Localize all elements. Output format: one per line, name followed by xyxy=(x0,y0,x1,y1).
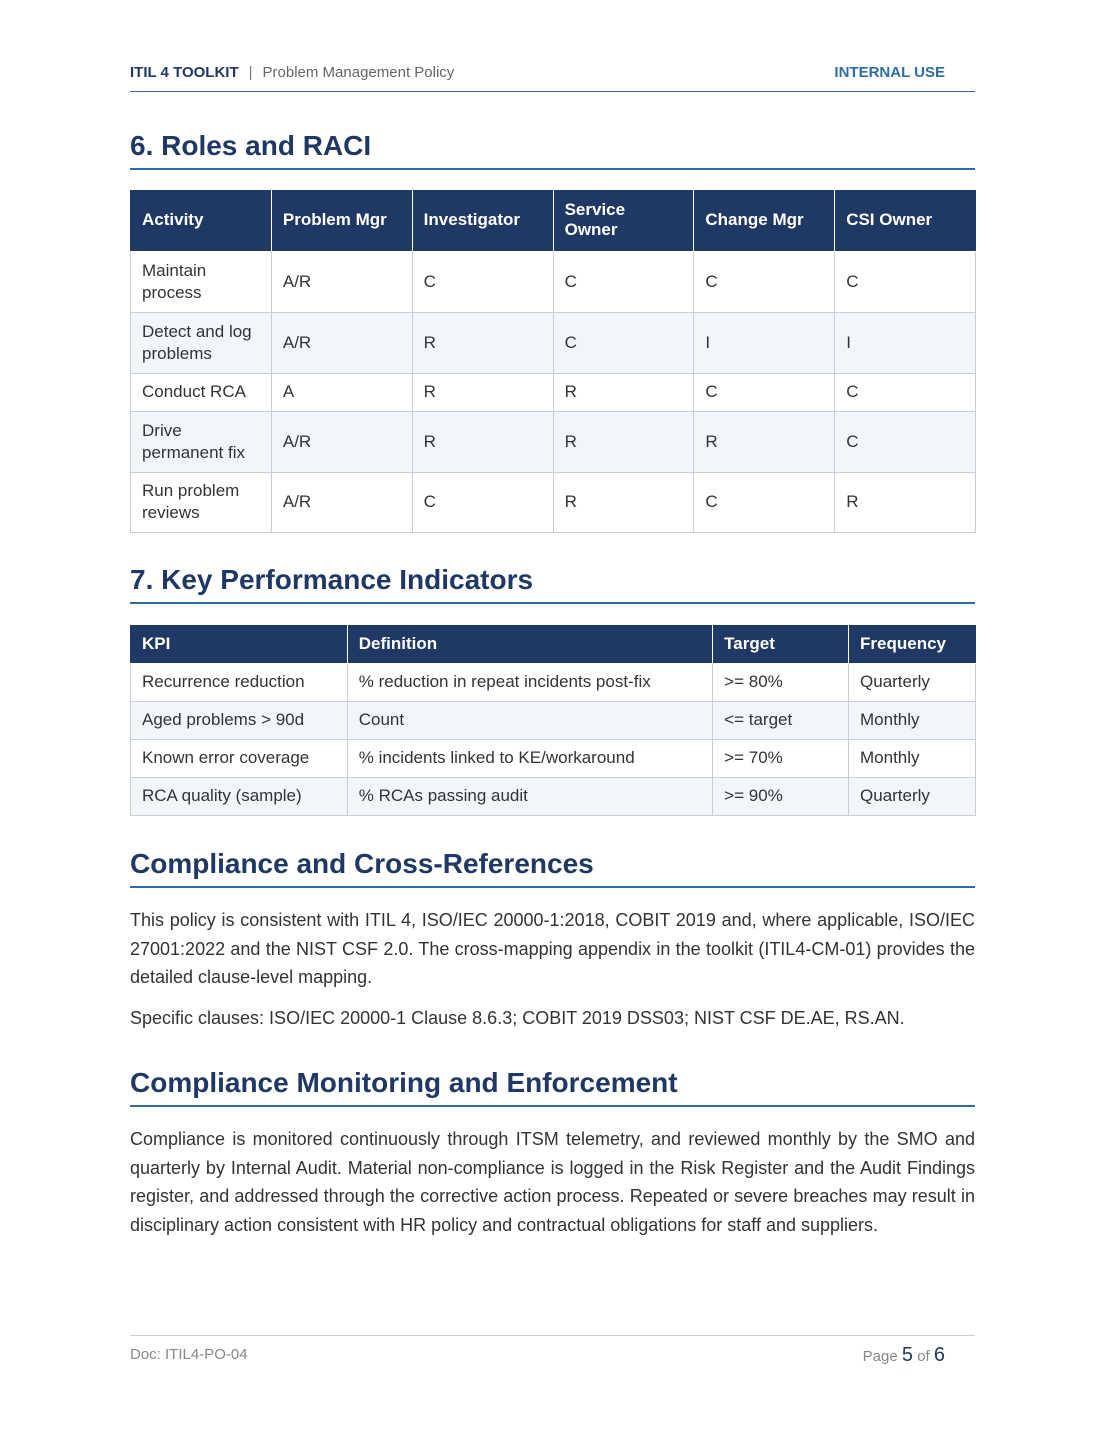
raci-col-header: Activity xyxy=(131,190,272,251)
page-header xyxy=(130,64,975,92)
kpi-cell: >= 80% xyxy=(713,663,849,701)
raci-heading: 6. Roles and RACI xyxy=(130,130,975,170)
raci-cell: R xyxy=(553,411,694,472)
kpi-cell: Count xyxy=(347,701,712,739)
kpi-table xyxy=(130,625,976,816)
compliance-clauses: Specific clauses: ISO/IEC 20000-1 Clause 8.6.3; COBIT 2019 DSS03; NIST CSF DE.AE, RS.AN. xyxy=(130,1008,905,1028)
raci-cell: A/R xyxy=(271,472,412,532)
of-word: of xyxy=(917,1348,930,1365)
raci-cell: Conduct RCA xyxy=(131,373,272,411)
raci-cell: R xyxy=(835,472,976,532)
raci-cell: R xyxy=(412,373,553,411)
kpi-col-header: Target xyxy=(713,625,849,663)
raci-cell: A/R xyxy=(271,251,412,312)
raci-col-header: Problem Mgr xyxy=(271,190,412,251)
raci-cell: R xyxy=(412,411,553,472)
page-number xyxy=(863,1344,945,1367)
footer-doc-id: Doc: ITIL4-PO-04 xyxy=(130,1346,248,1363)
raci-cell: Drive permanent fix xyxy=(131,411,272,472)
raci-cell: I xyxy=(835,312,976,373)
raci-cell: C xyxy=(553,312,694,373)
kpi-col-header: KPI xyxy=(131,625,348,663)
raci-cell: C xyxy=(553,251,694,312)
monitoring-paragraph: Compliance is monitored continuously through ITSM telemetry, and reviewed monthly by the SMO and quarterly by Internal Audit. Material non-compliance is logged in the Risk Register and the Audit Findings register, and addressed through the corrective action process. Repeated or severe breaches may result in disciplinary action consistent with HR policy and contractual obligations for staff and suppliers. xyxy=(130,1129,975,1235)
raci-cell: A/R xyxy=(271,312,412,373)
table-row xyxy=(131,701,976,739)
raci-cell: A xyxy=(271,373,412,411)
raci-cell: R xyxy=(694,411,835,472)
raci-cell: R xyxy=(412,312,553,373)
raci-header-row xyxy=(131,190,976,251)
raci-cell: C xyxy=(835,251,976,312)
kpi-cell: Quarterly xyxy=(849,777,976,815)
kpi-cell: Recurrence reduction xyxy=(131,663,348,701)
kpi-cell: % RCAs passing audit xyxy=(347,777,712,815)
raci-cell: C xyxy=(694,373,835,411)
header-subtitle: Problem Management Policy xyxy=(262,64,455,81)
raci-cell: R xyxy=(553,373,694,411)
raci-cell: C xyxy=(835,411,976,472)
raci-cell: A/R xyxy=(271,411,412,472)
kpi-cell: >= 90% xyxy=(713,777,849,815)
table-row xyxy=(131,251,976,312)
kpi-cell: Known error coverage xyxy=(131,739,348,777)
current-page: 5 xyxy=(901,1344,914,1366)
raci-col-header: Investigator xyxy=(412,190,553,251)
table-row xyxy=(131,777,976,815)
total-pages: 6 xyxy=(933,1344,945,1366)
kpi-cell: Quarterly xyxy=(849,663,976,701)
raci-cell: C xyxy=(694,251,835,312)
raci-cell: Run problem reviews xyxy=(131,472,272,532)
raci-cell: I xyxy=(694,312,835,373)
table-row xyxy=(131,373,976,411)
kpi-cell: RCA quality (sample) xyxy=(131,777,348,815)
kpi-cell: <= target xyxy=(713,701,849,739)
raci-col-header: Service Owner xyxy=(553,190,694,251)
page-word: Page xyxy=(862,1348,898,1365)
kpi-cell: % incidents linked to KE/workaround xyxy=(347,739,712,777)
header-brand: ITIL 4 TOOLKIT xyxy=(130,64,239,81)
raci-cell: C xyxy=(694,472,835,532)
table-row xyxy=(131,663,976,701)
raci-col-header: CSI Owner xyxy=(835,190,976,251)
kpi-cell: Monthly xyxy=(849,701,976,739)
raci-table xyxy=(130,190,976,533)
page-footer xyxy=(130,1335,975,1366)
kpi-heading: 7. Key Performance Indicators xyxy=(130,564,975,604)
raci-cell: C xyxy=(412,251,553,312)
raci-cell: R xyxy=(553,472,694,532)
kpi-col-header: Frequency xyxy=(849,625,976,663)
raci-cell: C xyxy=(412,472,553,532)
table-row xyxy=(131,472,976,532)
compliance-heading: Compliance and Cross-References xyxy=(130,848,975,888)
kpi-cell: Aged problems > 90d xyxy=(131,701,348,739)
header-separator: | xyxy=(248,64,253,81)
raci-col-header: Change Mgr xyxy=(694,190,835,251)
raci-cell: Detect and log problems xyxy=(131,312,272,373)
header-classification: INTERNAL USE xyxy=(834,64,945,81)
kpi-col-header: Definition xyxy=(347,625,712,663)
compliance-paragraph: This policy is consistent with ITIL 4, ISO/IEC 20000-1:2018, COBIT 2019 and, where applicable, ISO/IEC 27001:2022 and the NIST CSF 2.0. The cross-mapping appendix in the toolkit (ITIL4-CM-01) provides the detailed clause-level mapping. xyxy=(130,910,975,987)
kpi-header-row xyxy=(131,625,976,663)
table-row xyxy=(131,312,976,373)
kpi-cell: Monthly xyxy=(849,739,976,777)
table-row xyxy=(131,411,976,472)
monitoring-heading: Compliance Monitoring and Enforcement xyxy=(130,1067,975,1107)
table-row xyxy=(131,739,976,777)
raci-cell: Maintain process xyxy=(131,251,272,312)
kpi-cell: >= 70% xyxy=(713,739,849,777)
raci-cell: C xyxy=(835,373,976,411)
kpi-cell: % reduction in repeat incidents post-fix xyxy=(347,663,712,701)
